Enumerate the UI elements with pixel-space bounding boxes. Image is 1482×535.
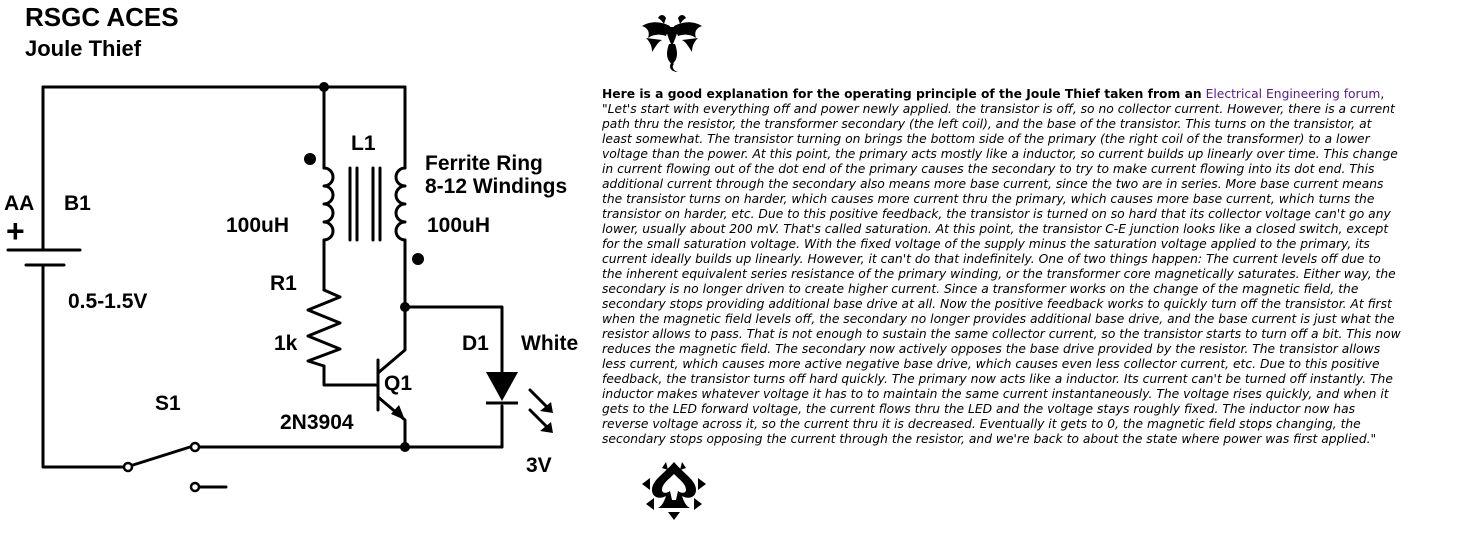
windings-label: 8-12 Windings [425, 175, 568, 198]
ferrite-ring-label: Ferrite Ring [425, 152, 543, 175]
battery-voltage-label: 0.5-1.5V [68, 290, 148, 313]
primary-polarity-dot [412, 253, 424, 265]
secondary-polarity-dot [304, 153, 316, 165]
led-ref-label: D1 [462, 332, 489, 355]
switch-lever [133, 447, 190, 465]
explanation-paragraph: Here is a good explanation for the operating principle of the Joule Thief taken from an Electrical Engineering forum, "Let's start with everything off and power newly applied. the transistor is off, so no collector current. However, there is a current path thru the resistor, the transformer secondary (the left coil), and the base of the transistor. This turns on the transistor, at least somewhat. The transistor turning on brings the bottom side of the primary (the right coil of the transformer) to a lower voltage than the power. At this point, the primary acts mostly like a inductor, so current builds up linearly over time. This change in current flowing out of the dot end of the primary causes the secondary to try to make current flowing into its dot end. This additional current through the secondary also means more base current, since the two are in series. More base current means the transistor turns on harder, which causes more current thru the primary, which causes more base current, which turns the transistor on harder, etc. Due to this positive feedback, the transistor is turned on so hard that its collector voltage can't go any lower, usually about 200 mV. That's called saturation. At this point, the transistor C-E junction looks like a closed switch, except for the small saturation voltage. With the fixed voltage of the supply minus the saturation voltage applied to the primary, its current ideally builds up linearly. However, it can't do that indefinitely. One of two things happen: The current levels off due to the inherent equivalent series resistance of the primary winding, or the transformer core magnetically saturates. Either way, the secondary is no longer driven to create higher current. Since a transformer works on the change of the magnetic field, the secondary stops providing additional base drive at all. Now the positive feedback works to quickly turn off the transistor. At first when the magnetic field levels off, the secondary no longer provides additional base drive, and the base current is just what the resistor allows to pass. That is not enough to sustain the same collector current, so the transistor starts to turn off a bit. This now reduces the magnetic field. The secondary now actively opposes the base drive provided by the resistor. The transistor allows less current, which causes more active negative base drive, which causes even less collector current, etc. Due to this positive feedback, the transistor turns off hard quickly. The primary now acts like a inductor. Its current can't be turned off instantly. The inductor makes whatever voltage it has to to maintain the same current instantaneously. The voltage rises quickly, and when it gets to the LED forward voltage, the current flows thru the LED and the voltage stays roughly fixed. The inductor now has reverse voltage across it, so the current thru it is decreased. Eventually it gets to 0, the magnetic field stops changing, the secondary stops opposing the current through the resistor, and we're back to about the state where power was first applied." [602, 87, 1401, 446]
transformer-ref-label: L1 [351, 132, 376, 155]
led-triangle [486, 372, 518, 401]
explanation-intro: Here is a good explanation for the operating principle of the Joule Thief taken from an [602, 87, 1202, 101]
secondary-inductance-label: 100uH [226, 214, 290, 237]
primary-coil [396, 168, 405, 240]
switch-contacts [124, 443, 199, 491]
resistor-value-label: 1k [274, 332, 298, 355]
explanation-quote: "Let's start with everything off and power newly applied. the transistor is off, so no collector current. However, there is a current path thru the resistor, the transformer secondary (the left coil), and the base of the transistor. This turns on the transistor, at least somewhat. The transistor turning on brings the bottom side of the primary (the right coil of the transformer) to a lower voltage than the power. At this point, the primary acts mostly like a inductor, so current builds up linearly over time. This change in current flowing out of the dot end of the primary causes the secondary to try to make current flowing into its dot end. This additional current through the secondary also means more base current, since the two are in series. More base current means the transistor turns on harder, which causes more current thru the primary, which causes more base current, which turns the transistor on harder, etc. Due to this positive feedback, the transistor is turned on so hard that its collector voltage can't go any lower, usually about 200 mV. That's called saturation. At this point, the transistor C-E junction looks like a closed switch, except for the small saturation voltage. With the fixed voltage of the supply minus the saturation voltage applied to the primary, its current ideally builds up linearly. However, it can't do that indefinitely. One of two things happen: The current levels off due to the inherent equivalent series resistance of the primary winding, or the transformer core magnetically saturates. Either way, the secondary is no longer driven to create higher current. Since a transformer works on the change of the magnetic field, the secondary stops providing additional base drive at all. Now the positive feedback works to quickly turn off the transistor. At first when the magnetic field levels off, the secondary no longer provides additional base drive, and the base current is just what the resistor allows to pass. That is not enough to sustain the same collector current, so the transistor starts to turn off a bit. This now reduces the magnetic field. The secondary now actively opposes the base drive provided by the resistor. The transistor allows less current, which causes more active negative base drive, which causes even less collector current, etc. Due to this positive feedback, the transistor turns off hard quickly. The primary now acts like a inductor. Its current can't be turned off instantly. The inductor makes whatever voltage it has to to maintain the same current instantaneously. The voltage rises quickly, and when it gets to the LED forward voltage, the current flows thru the LED and the voltage stays roughly fixed. The inductor now has reverse voltage across it, so the current thru it is decreased. Eventually it gets to 0, the magnetic field stops changing, the secondary stops opposing the current through the resistor, and we're back to about the state where power was first applied." [602, 102, 1401, 446]
battery-plus-sign: + [6, 213, 25, 249]
primary-inductance-label: 100uH [427, 214, 491, 237]
transistor-ref-label: Q1 [384, 372, 413, 395]
ferrite-core-lines [350, 168, 380, 240]
forum-link[interactable]: Electrical Engineering forum [1205, 87, 1381, 101]
transistor-emitter-arrow [391, 405, 405, 420]
switch-ref-label: S1 [155, 392, 181, 415]
joule-thief-schematic [0, 0, 600, 535]
secondary-coil [324, 168, 333, 240]
spade-crest-icon [640, 460, 708, 522]
page-subtitle: Joule Thief [25, 36, 142, 61]
led-voltage-label: 3V [526, 454, 552, 477]
transistor-part-label: 2N3904 [280, 411, 354, 434]
battery-type-label: AA [4, 192, 35, 215]
dragon-icon [636, 12, 708, 74]
battery-ref-label: B1 [64, 192, 91, 215]
resistor-zigzag [308, 290, 340, 366]
resistor-ref-label: R1 [270, 272, 297, 295]
led-color-label: White [521, 332, 579, 355]
page-title: RSGC ACES [25, 2, 179, 32]
